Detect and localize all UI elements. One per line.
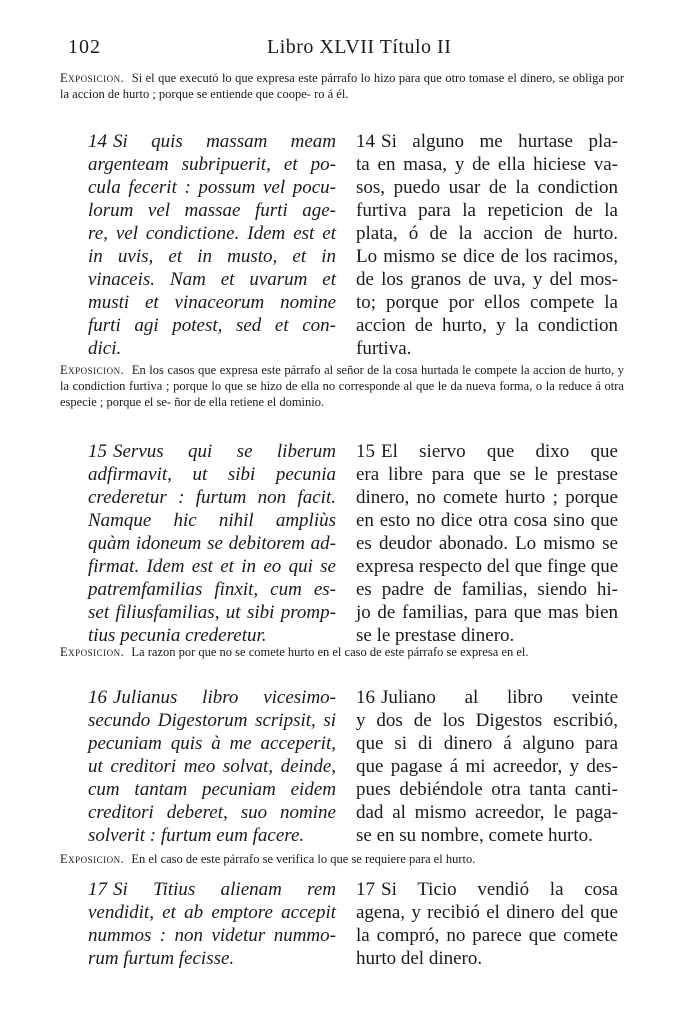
spanish-line: pues debiéndole otra tanta canti- (356, 779, 618, 800)
spanish-line: furtiva. (356, 338, 412, 359)
spanish-line: sos, puedo usar de la condiction (356, 177, 618, 198)
running-head (62, 36, 622, 62)
latin-line: dici. (88, 338, 122, 359)
spanish-line: hurto del dinero. (356, 948, 483, 969)
latin-line: argenteam subripuerit, et po- (88, 154, 336, 175)
exposicion-text: En los casos que expresa este párrafo al señor de la cosa hurtada (131, 363, 463, 377)
latin-text-16 (88, 686, 336, 847)
latin-line: secundo Digestorum scripsit, si (88, 710, 336, 731)
paragraph-number: 17 (356, 879, 375, 900)
spanish-line: dad al mismo acreedor, le paga- (356, 802, 618, 823)
spanish-line: to; porque por ellos compete la (356, 292, 618, 313)
exposicion-label: Exposicion. (60, 363, 125, 377)
latin-line: ut creditori meo solvat, deinde, (88, 756, 336, 777)
spanish-line: que pagase á mi acreedor, y des- (356, 756, 618, 777)
latin-line: creditori deberet, suo nomine (88, 802, 336, 823)
exposicion-label: Exposicion. (60, 852, 125, 866)
spanish-text-16 (356, 686, 618, 847)
latin-line: Si Titius alienam rem (113, 879, 336, 900)
latin-line: set filiusfamilias, ut sibi promp- (88, 602, 336, 623)
spanish-line: la compró, no parece que comete (356, 925, 618, 946)
spanish-line: es deudor abonado. Lo mismo se (356, 533, 618, 554)
latin-line: in uvis, et in musto, et in (88, 246, 336, 267)
spanish-line: es padre de familias, siendo hi- (356, 579, 618, 600)
exposicion-text: ñor de ella retiene el dominio. (174, 395, 325, 409)
spanish-line: se le prestase dinero. (356, 625, 515, 646)
spanish-line: en esto no dice otra cosa sino que (356, 510, 618, 531)
latin-line: lorum vel massae furti age- (88, 200, 336, 221)
spanish-line: Juliano al libro veinte (381, 687, 618, 708)
latin-line: vinaceis. Nam et uvarum et (88, 269, 336, 290)
spanish-line: Si Ticio vendió la cosa (381, 879, 618, 900)
latin-line: cula fecerit : possum vel pocu- (88, 177, 336, 198)
latin-line: adfirmavit, ut sibi pecunia (88, 464, 336, 485)
latin-text-15 (88, 440, 336, 647)
latin-text-17 (88, 878, 336, 970)
paragraph-number: 17 (88, 879, 107, 900)
latin-line: vendidit, et ab emptore accepit (88, 902, 336, 923)
latin-line: re, vel condictione. Idem est et (88, 223, 336, 244)
latin-line: pecuniam quis à me acceperit, (88, 733, 336, 754)
exposicion-text: no corresponde al que le da nueva forma, o la reduce á otra especie ; porque el se- (60, 379, 624, 409)
exposicion-text: expresa en el. (460, 645, 529, 659)
spanish-text-14 (356, 130, 618, 360)
latin-line: rum furtum fecisse. (88, 948, 235, 969)
latin-line: solverit : furtum eum facere. (88, 825, 305, 846)
exposicion-16 (60, 851, 624, 867)
spanish-line: plata, ó de la accion de hurto. (356, 223, 618, 244)
paragraph-number: 14 (356, 131, 375, 152)
latin-line: nummos : non videtur nummo- (88, 925, 336, 946)
spanish-line: Si alguno me hurtase pla- (381, 131, 618, 152)
latin-line: Julianus libro vicesimo- (113, 687, 336, 708)
latin-line: Si quis massam meam (113, 131, 336, 152)
spanish-line: furtiva para la repeticion de la (356, 200, 618, 221)
running-title: Libro XLVII Título II (267, 36, 452, 58)
exposicion-0 (60, 70, 624, 102)
exposicion-text: Si el que executó lo que expresa este párrafo lo hizo para que otro (131, 71, 469, 85)
spanish-line: de los granos de uva, y del mos- (356, 269, 618, 290)
exposicion-15 (60, 644, 624, 660)
exposicion-label: Exposicion. (60, 645, 125, 659)
spanish-line: accion de hurto, y la condiction (356, 315, 618, 336)
spanish-line: y dos de los Digestos escribió, (356, 710, 618, 731)
exposicion-text: tomase el dinero, se obliga por la accion de hurto ; porque se entiende que coope- (60, 71, 624, 101)
paragraph-number: 15 (88, 441, 107, 462)
paragraph-number: 14 (88, 131, 107, 152)
spanish-text-17 (356, 878, 618, 970)
spanish-line: agena, y recibió el dinero del que (356, 902, 618, 923)
latin-line: crederetur : furtum non facit. (88, 487, 336, 508)
exposicion-text: En el caso de este párrafo se verifica lo que se requiere para el hurto. (131, 852, 476, 866)
exposicion-label: Exposicion. (60, 71, 125, 85)
latin-line: tius pecunia crederetur. (88, 625, 267, 646)
spanish-line: ta en masa, y de ella hiciese va- (356, 154, 618, 175)
latin-line: Namque hic nihil ampliùs (88, 510, 336, 531)
latin-line: furti agi potest, sed et con- (88, 315, 336, 336)
latin-text-14 (88, 130, 336, 360)
paragraph-number: 16 (88, 687, 107, 708)
latin-line: quàm idoneum se debitorem ad- (88, 533, 336, 554)
spanish-line: expresa respecto del que finge que (356, 556, 619, 577)
latin-line: musti et vinaceorum nomine (88, 292, 336, 313)
spanish-line: era libre para que se le prestase (356, 464, 618, 485)
latin-line: firmat. Idem est et in eo qui se (88, 556, 336, 577)
spanish-line: Lo mismo se dice de los racimos, (356, 246, 618, 267)
exposicion-text: La razon por que no se comete hurto en el caso de este párrafo se (131, 645, 461, 659)
paragraph-number: 16 (356, 687, 375, 708)
exposicion-14 (60, 362, 624, 410)
spanish-line: que si di dinero á alguno para (356, 733, 618, 754)
latin-line: patremfamilias finxit, cum es- (88, 579, 336, 600)
page-number: 102 (68, 36, 101, 58)
exposicion-text: le compete la accion de hurto, y la condiction furtiva ; porque lo que se hizo de ella (60, 363, 624, 393)
spanish-line: dinero, no comete hurto ; porque (356, 487, 618, 508)
latin-line: cum tantam pecuniam eidem (88, 779, 336, 800)
exposicion-text: ro á él. (314, 87, 349, 101)
spanish-text-15 (356, 440, 618, 647)
spanish-line: jo de familias, para que mas bien (356, 602, 618, 623)
latin-line: Servus qui se liberum (113, 441, 336, 462)
spanish-line: El siervo que dixo que (381, 441, 618, 462)
paragraph-number: 15 (356, 441, 375, 462)
spanish-line: se en su nombre, comete hurto. (356, 825, 593, 846)
